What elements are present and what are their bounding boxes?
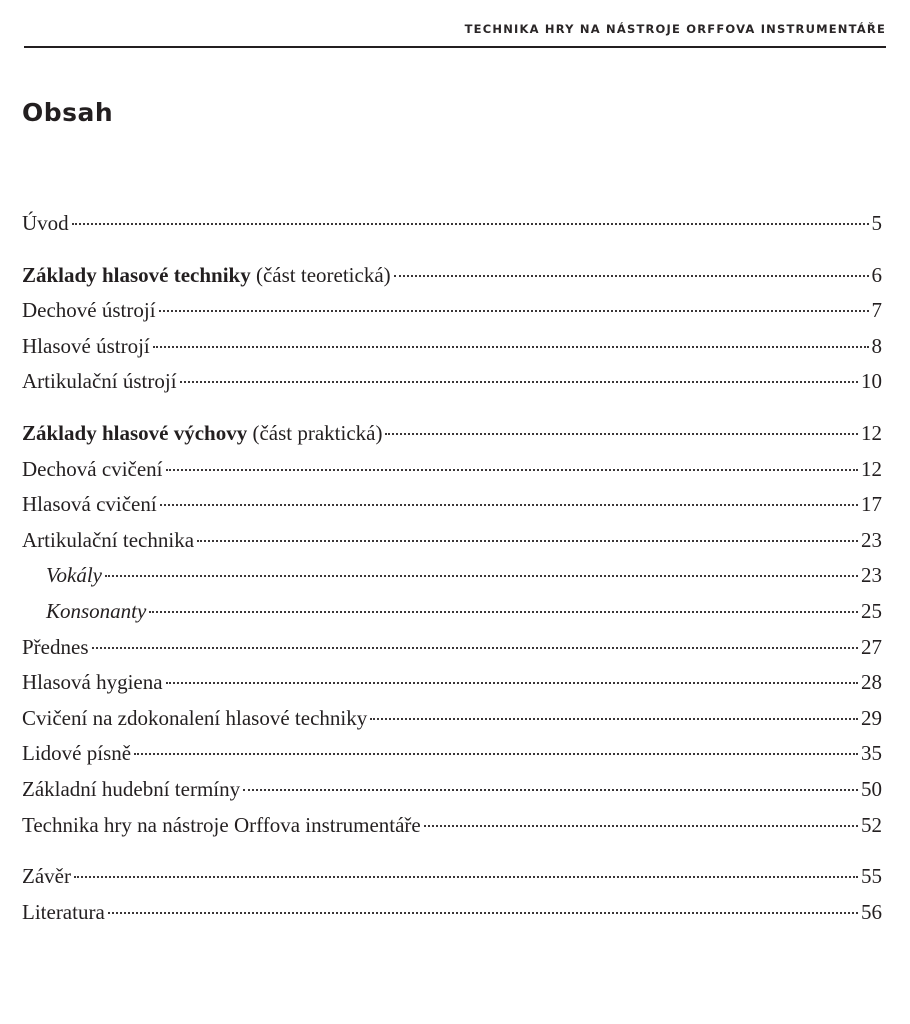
toc-entry-title: Základní hudební termíny [22,776,241,801]
toc-entry[interactable] [22,808,882,844]
dot-leader [74,875,858,878]
toc-entry[interactable] [22,772,882,808]
dot-leader [149,610,858,613]
dot-leader [424,824,858,827]
toc-page-number: 12 [861,456,882,481]
toc-page-number: 50 [861,776,882,801]
toc-page-number: 23 [861,563,882,588]
toc-page-number: 7 [871,298,882,323]
toc-page-number: 25 [861,598,882,623]
dot-leader [385,432,858,435]
toc-section-heading [22,416,382,452]
dot-leader [166,468,858,471]
toc-entry-conclusion[interactable] [22,859,882,895]
toc-entry-title: Vokály [46,563,102,588]
toc-entry-title: Přednes [22,634,89,659]
toc-page-number: 8 [871,333,882,358]
toc-entry[interactable] [22,364,882,400]
dot-leader [72,222,869,225]
dot-leader [92,646,859,649]
page-title: Obsah [22,98,114,127]
toc-page-number: 27 [861,634,882,659]
toc-entry-title: Artikulační ústrojí [22,369,177,394]
dot-leader [160,503,858,506]
toc-entry[interactable] [22,665,882,701]
toc-page-number: 35 [861,741,882,766]
dot-leader [394,274,869,277]
toc-entry[interactable] [22,523,882,559]
toc-entry-title: Artikulační technika [22,527,195,552]
toc-section-heading-rest: (část praktická) [247,420,383,445]
toc-entry[interactable] [22,630,882,666]
toc-section-heading-bold: Základy hlasové techniky [22,262,251,287]
toc-entry[interactable] [22,701,882,737]
toc-section-practice[interactable] [22,416,882,452]
dot-leader [108,911,858,914]
dot-leader [134,752,858,755]
dot-leader [105,574,858,577]
toc-page-number: 23 [861,527,882,552]
toc-entry-title: Literatura [22,899,105,924]
dot-leader [243,788,858,791]
toc-page-number: 52 [861,812,882,837]
toc-entry-title: Cvičení na zdokonalení hlasové techniky [22,705,368,730]
toc-page-number: 10 [861,369,882,394]
toc-entry-title: Úvod [22,211,69,235]
toc-page-number: 55 [861,864,882,889]
toc-subentry[interactable] [22,594,882,630]
toc-page-number: 6 [871,262,882,287]
running-header [24,18,886,48]
toc-entry-title: Konsonanty [46,598,147,623]
toc-entry-title: Hlasová cvičení [22,492,157,517]
toc-page-number: 5 [871,211,882,235]
toc-entry-title: Hlasové ústrojí [22,333,150,358]
dot-leader [153,345,869,348]
toc-entry[interactable] [22,293,882,329]
dot-leader [180,380,858,383]
toc-section-heading [22,258,391,294]
toc-page-number: 28 [861,670,882,695]
toc-entry-title: Dechová cvičení [22,456,163,481]
toc-subentry[interactable] [22,558,882,594]
toc-section-heading-rest: (část teoretická) [250,262,391,287]
toc-entry[interactable] [22,452,882,488]
dot-leader [370,717,858,720]
toc-entry[interactable] [22,329,882,365]
toc-entry-title: Technika hry na nástroje Orffova instrumentáře [22,812,421,837]
toc-entry-literature[interactable] [22,895,882,931]
dot-leader [197,539,858,542]
toc-page-number: 29 [861,705,882,730]
toc-page-number: 17 [861,492,882,517]
toc-entry-title: Hlasová hygiena [22,670,163,695]
dot-leader [166,681,858,684]
toc-entry-title: Závěr [22,864,71,889]
running-header-title: TECHNIKA HRY NA NÁSTROJE ORFFOVA INSTRUMENTÁŘE [464,22,886,36]
toc-section-heading-bold: Základy hlasové výchovy [22,420,248,445]
toc-page-number: 56 [861,899,882,924]
toc-section-theory[interactable] [22,258,882,294]
toc-entry-intro[interactable] [22,206,882,242]
toc-page-number: 12 [861,420,882,445]
toc-entry[interactable] [22,736,882,772]
toc-entry-title: Dechové ústrojí [22,298,156,323]
toc-entry[interactable] [22,487,882,523]
dot-leader [159,309,869,312]
table-of-contents [22,206,882,930]
toc-entry-title: Lidové písně [22,741,132,766]
